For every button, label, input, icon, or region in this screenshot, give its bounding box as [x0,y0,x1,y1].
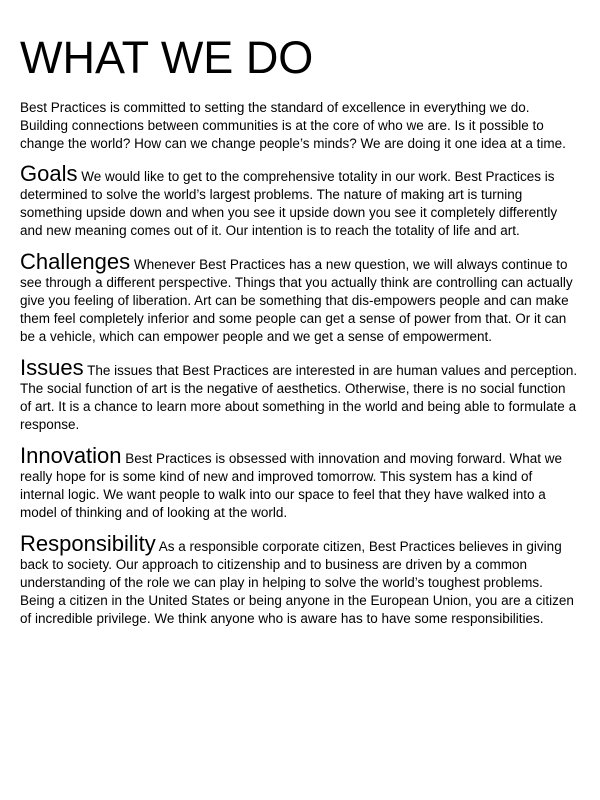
section-challenges [20,249,580,346]
section-innovation [20,443,580,522]
section-body-goals: We would like to get to the comprehensive totality in our work. Best Practices is determined to solve the world’s largest problems. The nature of making art is turning something upside down and when you see it upside down you see it completely differently and new meaning comes out of it. Our intention is to reach the totality of life and art. [20,169,558,238]
page-title: WHAT WE DO [20,32,314,83]
section-body-innovation: Best Practices is obsessed with innovation and moving forward. What we really hope for is some kind of new and improved tomorrow. This system has a kind of internal logic. We want people to walk into our space to feel that they have walked into a model of thinking and of looking at the world. [20,451,563,520]
section-issues [20,355,580,434]
section-responsibility [20,531,580,628]
section-body-issues: The issues that Best Practices are interested in are human values and perception. The social function of art is the negative of aesthetics. Otherwise, there is no social function of art. It is a chance to learn more about something in the world and being able to formulate a response. [20,363,578,432]
section-heading-goals: Goals [20,161,78,186]
section-heading-innovation: Innovation [20,443,122,468]
section-body-challenges: Whenever Best Practices has a new question, we will always continue to see through a different perspective. Things that you actually think are controlling can actually give you feeling of liberation. Art can be something that dis-empowers people and can make them feel completely inferior and some people can get a sense of power from that. Or it can be a vehicle, which can empower people and we get a sense of empowerment. [20,257,573,344]
section-body-responsibility: As a responsible corporate citizen, Best Practices believes in giving back to society. Our approach to citizenship and to business are driven by a common understanding of the role we can play in helping to solve the world’s toughest problems. Being a citizen in the United States or being anyone in the European Union, you are a citizen of incredible privilege. We think anyone who is aware has to have some responsibilities. [20,539,574,626]
section-heading-responsibility: Responsibility [20,531,156,556]
intro-paragraph: Best Practices is committed to setting the standard of excellence in everything we do. Building connections between communities is at the core of who we are. Is it possible to change the world? How can we change people’s minds? We are doing it one idea at a time. [20,100,566,151]
section-heading-issues: Issues [20,355,84,380]
section-goals [20,161,580,240]
section-heading-challenges: Challenges [20,249,131,274]
